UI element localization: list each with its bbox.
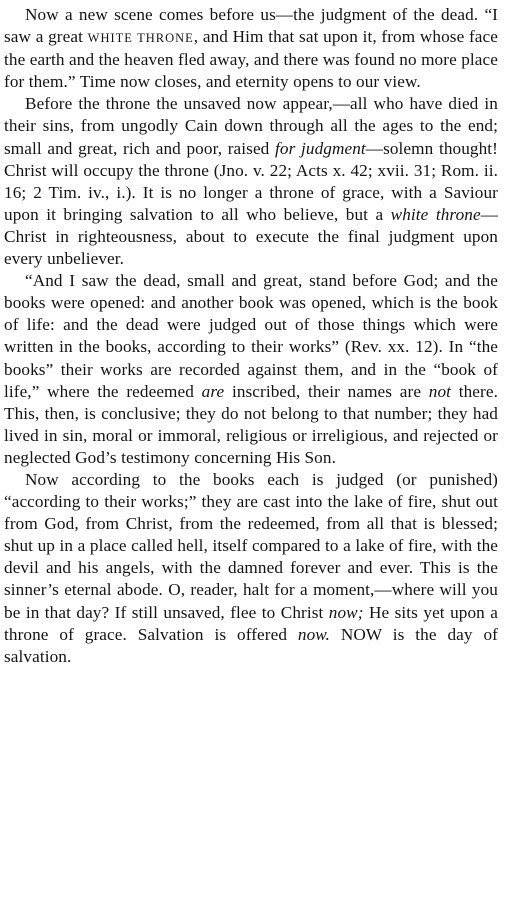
paragraph-1 bbox=[4, 4, 498, 93]
paragraph-4 bbox=[4, 469, 498, 668]
text-run: there. This, then, is conclusive; they do not belong to that number; they had lived in sin, moral or immoral, religious or irreligious, and rejected or neglected God’s testimony concerning His Son. bbox=[4, 381, 498, 467]
italic-phrase: for judgment bbox=[275, 138, 366, 158]
italic-phrase: now. bbox=[297, 624, 330, 644]
italic-phrase: now; bbox=[328, 602, 364, 622]
text-run: He sits yet upon a throne of grace. Salvation is offered bbox=[4, 602, 498, 644]
small-caps-phrase: WHITE THRONE bbox=[87, 31, 194, 46]
text-run: —solemn thought! Christ will occupy the throne (Jno. v. 22; Acts x. 42; xvii. 31; Rom. ii. 16; 2 Tim. iv., i.). It is no longer a throne of grace, with a Saviour upon it bringing salvation to all who believe, but a bbox=[4, 138, 498, 224]
italic-phrase: not bbox=[428, 381, 452, 401]
text-run: Now according to the books each is judged (or punished) “according to their works;” they are cast into the lake of fire, shut out from God, from Christ, from the redeemed, from all that is blessed; shut up in a place called hell, itself compared to a lake of fire, with the devil and his angels, with the damned forever and ever. This is the sinner’s eternal abode. O, reader, halt for a moment,—where will you be in that day? If still unsaved, flee to Christ bbox=[4, 469, 498, 622]
text-run: Before the throne the unsaved now appear,—all who have died in their sins, from ungodly Cain down through all the ages to the end; small and great, rich and poor, raised bbox=[4, 94, 498, 158]
text-run: “And I saw the dead, small and great, stand before God; and the books were opened: and another book was opened, which is the book of life: and the dead were judged out of those things which were written in the books, according to their works” (Rev. xx. 12). In “the books” their works are recorded against them, and in the “book of life,” where the redeemed bbox=[4, 271, 498, 401]
italic-phrase: are bbox=[201, 381, 225, 401]
text-run: , and Him that sat upon it, from whose face the earth and the heaven fled away, and there was found no more place for them.” Time now closes, and eternity opens to our view. bbox=[4, 27, 498, 92]
text-run: inscribed, their names are bbox=[224, 381, 429, 401]
book-page-text bbox=[4, 4, 498, 668]
paragraph-3 bbox=[4, 270, 498, 469]
paragraph-2 bbox=[4, 93, 498, 270]
text-run: —Christ in righteousness, about to execute the final judgment upon every unbeliever. bbox=[4, 204, 498, 269]
text-run: Now a new scene comes before us—the judgment of the dead. “I saw a great bbox=[4, 5, 498, 47]
text-run: NOW is the day of salvation. bbox=[4, 624, 498, 666]
italic-phrase: white throne bbox=[390, 204, 481, 224]
